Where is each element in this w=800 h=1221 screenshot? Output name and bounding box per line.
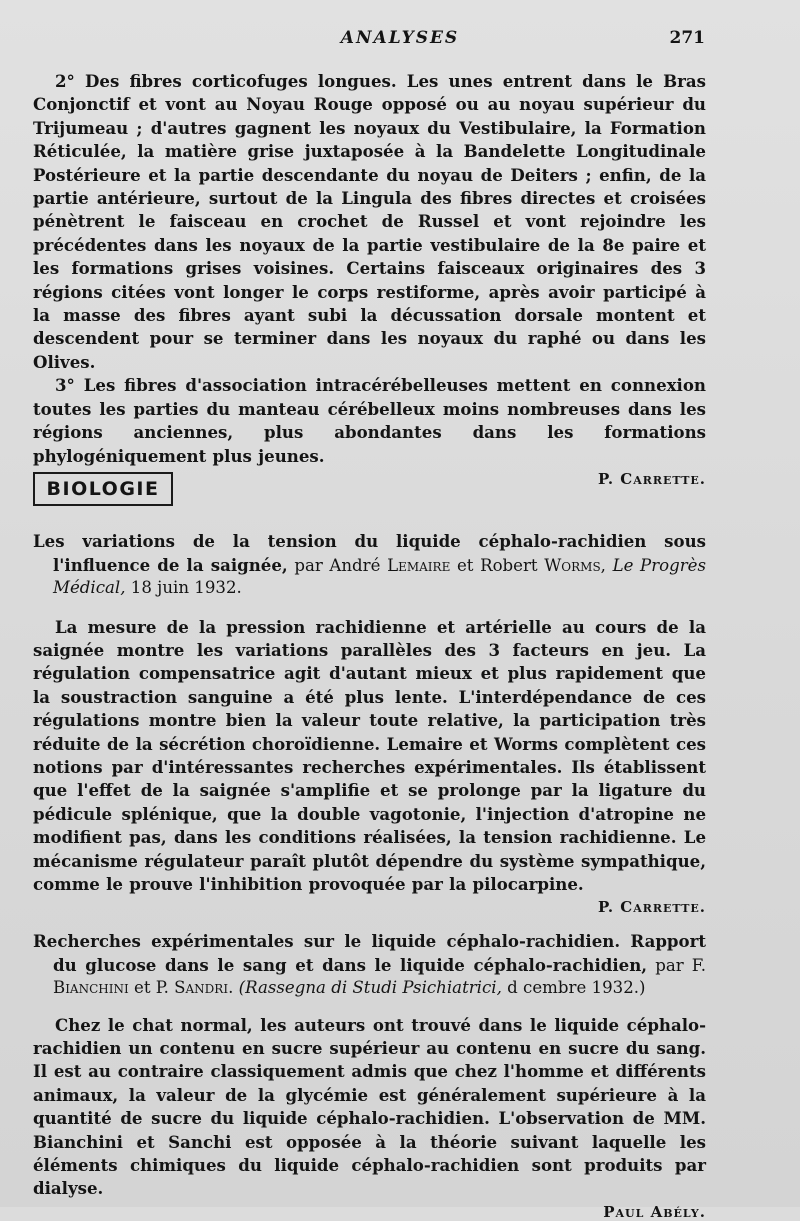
article-2-signature: Paul Abély. [603,1202,706,1221]
article-1 [33,530,706,916]
page-number: 271 [669,28,705,48]
section-heading-biologie: BIOLOGIE [33,472,173,506]
article-1-title-main: Les variations de la tension du liquide céphalo-rachidien sous l'influence de la saignée, [33,531,706,575]
article-2-title-main: Recherches expérimentales sur le liquide céphalo-rachidien. Rapport du glucose dans le sang et dans le liquide céphalo-rachidien, [33,931,706,975]
article-1-signature: P. Carrette. [598,898,706,917]
article-2 [33,930,706,1221]
article-1-title [33,530,706,600]
article-2-author-1: Bianchini [53,978,129,997]
article-2-and: et P. [134,978,169,997]
article-1-body: La mesure de la pression rachidienne et artérielle au cours de la saignée montre les variations parallèles des 3 facteurs en jeu. La régulation compensatrice agit d'autant mieux et plus rapidement que la soustraction sanguine a été plus lente. L'interdépendance de ces régulations montre bien la valeur toute relative, la participation très réduite de la sécrétion choroïdienne. Lemaire et Worms complètent ces notions par d'intéressantes recherches expérimentales. Ils établissent que l'effet de la saignée s'amplifie et se prolonge par la ligature du pédicule splénique, que la double vagotonie, l'injection d'atropine ne modifient pas, dans les conditions réalisées, la tension rachidienne. Le mécanisme régulateur paraît plutôt dépendre du système sympathique, comme le prouve l'inhibition provoquée par la pilocarpine. [33,616,706,894]
continuation-paragraph-2: 3° Les fibres d'association intracérébelleuses mettent en connexion toutes les parties du manteau cérébelleux moins nombreuses dans les régions anciennes, plus abondantes dans les formations phylogéniquement plus jeunes. [33,375,706,466]
article-1-and: et Robert [456,555,538,575]
continuation-section [33,70,706,488]
article-1-author-1: Lemaire [387,555,451,575]
continuation-paragraph-1: 2° Des fibres corticofuges longues. Les unes entrent dans le Bras Conjonctif et vont au Noyau Rouge opposé ou au noyau supérieur du Trijumeau ; d'autres gagnent les noyaux du Vestibulaire, la Formation Réticulée, la matière grise juxtaposée à la Bandelette Longitudinale Postérieure et la partie descendante du noyau de Deiters ; enfin, de la partie antérieure, surtout de la Lingula des fibres directes et croisées pénètrent le faisceau en crochet de Russel et vont rejoindre les précédentes dans les noyaux de la partie vestibulaire de la 8e paire et les formations grises voisines. Certains faisceaux originaires des 3 régions citées vont longer le corps restiforme, après avoir participé à la masse des fibres ayant subi la décussation dorsale montent et descendent pour se terminer dans les noyaux du raphé ou dans les Olives. [33,71,706,372]
article-1-journal: Le Progrès Médical, [53,555,707,597]
page-header [0,28,800,54]
article-2-journal: (Rassegna di Studi Psichiatrici, [238,978,502,997]
running-head: ANALYSES [340,28,460,48]
article-1-author-2: Worms, [544,555,606,575]
continuation-signature: P. Carrette. [598,469,706,488]
article-2-author-2: Sandri. [174,978,234,997]
article-1-title-by: par André [294,555,381,575]
article-2-body: Chez le chat normal, les auteurs ont trouvé dans le liquide céphalo-rachidien un contenu en sucre supérieur au contenu en sucre du sang. Il est au contraire classiquement admis que chez l'homme et différents animaux, la valeur de la glycémie est généralement supérieure à la quantité de sucre du liquide céphalo-rachidien. L'observation de MM. Bianchini et Sanchi est opposée à la théorie suivant laquelle les éléments chimiques du liquide céphalo-rachidien sont produits par dialyse. [33,1014,706,1199]
article-2-title [33,930,706,1000]
article-2-date: d cembre 1932.) [507,978,646,997]
article-2-title-by: par F. [655,955,706,975]
article-1-date: 18 juin 1932. [130,578,242,597]
